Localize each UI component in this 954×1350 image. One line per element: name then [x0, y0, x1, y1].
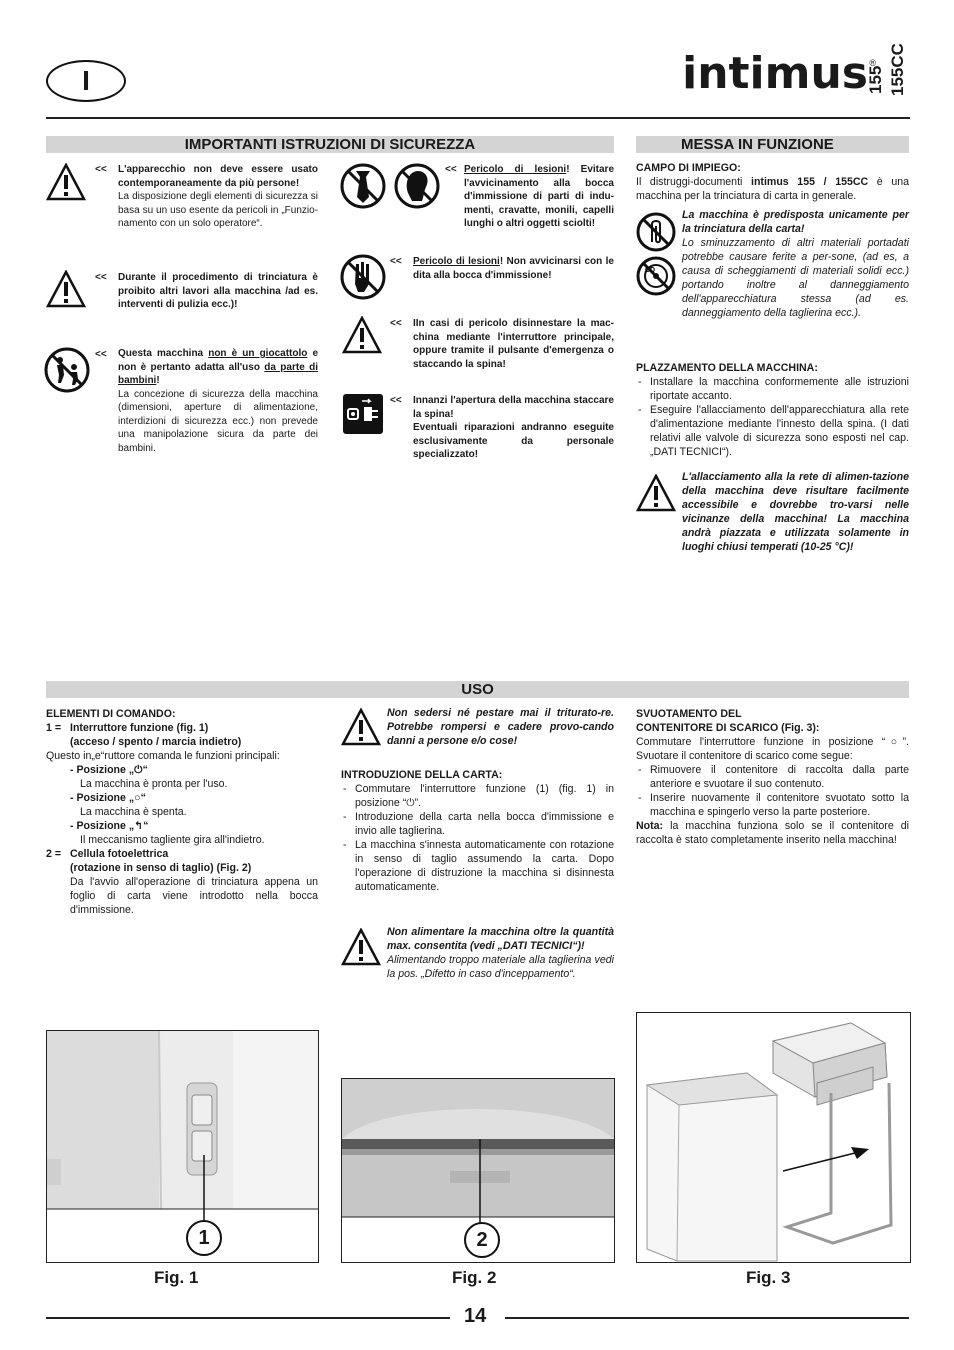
pos2-label: - Posizione „ — [70, 792, 135, 804]
warning-triangle-icon — [342, 316, 382, 354]
pred-block — [682, 208, 909, 320]
campo-b: intimus 155 / 155CC — [751, 176, 869, 188]
warning-triangle-icon — [46, 270, 86, 308]
uso-warning-2 — [387, 925, 614, 981]
safety-title: IMPORTANTI ISTRUZIONI DI SICUREZZA — [46, 136, 614, 153]
messa-warning: L'allacciamento alla la rete di alimen-tazione della macchina deve risultare facilmente accessibile e dovrebbe tro-varsi nelle vicinanze della macchina! La macchina andrà piazzata e utilizzata solamente in luoghi chiusi temperati (10-25 °C)! — [682, 471, 909, 553]
safety-b3-text: La concezione di sicurezza della macchina (dimensioni, aperture di alimentazione, interdizioni di sicurezza ecc.) non prevede una manipolazione sicura da parte dei bambini. — [118, 388, 318, 454]
pred-text: Lo sminuzzamento di altri materiali portadati potrebbe causare ferite a per-sone, (ad es, a causa di scheggiamenti di materiali solidi ecc.) portando inoltre al danneggiamento dell'apparecchiatura stessa (ad es. danneggiamento della taglierina ecc.). — [682, 237, 909, 319]
campo-title: CAMPO DI IMPIEGO: — [636, 162, 741, 174]
safety-b7-text2: Eventuali riparazioni andranno eseguite esclusivamente da personale specializzato! — [413, 422, 614, 460]
intro-item-3: - La macchina s'innesta automaticamente con rotazione in senso di taglio assumendo la carta. Dopo l'operazione di distruzione la macchina si disinnesta automaticamente. — [341, 838, 614, 894]
model-numbers — [866, 43, 910, 96]
safety-block-3 — [118, 347, 318, 455]
piazz-title: PLAZZAMENTO DELLA MACCHINA: — [636, 362, 818, 374]
safety-b3-c: ! — [156, 375, 160, 386]
safety-b1-bold: L'apparecchio non deve essere usato contemporaneamente da più persone! — [118, 164, 318, 189]
safety-b4-text: ! Evitare l'avvicinamento alla bocca d'immissione di parti di indu-menti, cravatte, monili, capelli lunghi o altri oggetti sciolti! — [464, 164, 614, 229]
svuot-a: Commutare l'interruttore funzione in posizione “ — [636, 736, 886, 748]
reverse-icon: ↰ — [134, 820, 144, 832]
no-long-hair-icon — [394, 163, 440, 209]
figure-2-caption: Fig. 2 — [452, 1268, 497, 1287]
pos1-close: “ — [142, 764, 148, 776]
safety-b4-u: Pericolo di lesioni — [464, 164, 567, 175]
campo-c: è una macchina per la trinciatura di carta in generale. — [636, 176, 909, 202]
language-code: I — [82, 65, 90, 96]
chevron-7: << — [390, 395, 402, 406]
pos1-text: La macchina è pronta per l'uso. — [80, 778, 228, 790]
pos2-close: “ — [140, 792, 146, 804]
e2-c: Da l'avvio all'operazione di trinciatura appena un foglio di carta viene introdotto nella bocca d'immissione. — [70, 876, 318, 916]
model-155cc: 155CC — [888, 43, 907, 96]
e2-a: Cellula fotoelettrica — [70, 848, 169, 860]
brand-logo: intimus — [682, 48, 868, 99]
elementi-block — [46, 707, 318, 917]
figure-2 — [341, 1078, 615, 1263]
e2-num: 2 = — [46, 848, 62, 860]
figure-3 — [636, 1012, 911, 1263]
uso-warning-1: Non sedersi né pestare mai il trituratо-re. Potrebbe rompersi e cadere provo-cando danni a persone e/o cose! — [387, 707, 614, 747]
intro-1a: Commutare l'interruttore funzione (1) (fig. 1) in posizione “ — [355, 783, 614, 809]
header-rule — [46, 117, 910, 119]
registered-mark: ® — [869, 58, 876, 68]
chevron-3: << — [95, 349, 107, 360]
safety-b3-u2: da parte di bambini — [118, 361, 318, 386]
warning-triangle-icon — [46, 163, 86, 201]
figure-3-illustration — [637, 1013, 910, 1262]
figure-1-caption: Fig. 1 — [154, 1268, 199, 1287]
svuot-title2: CONTENITORE DI SCARICO (Fig. 3): — [636, 722, 820, 734]
safety-b5-u: Pericolo di lesioni — [413, 256, 500, 267]
unplug-icon — [342, 393, 384, 435]
pred-bold: La macchina è predisposta unicamente per la trinciatura della carta! — [682, 209, 909, 235]
safety-block-1 — [118, 163, 318, 231]
callout-1: 1 — [186, 1220, 222, 1256]
safety-b2: Durante il procedimento di trinciatura è proibito altri lavori alla macchina /ad es. interventi di pulizia ecc.)! — [118, 272, 318, 310]
piazz-item-2: - Eseguire l'allacciamento dell'apparecchiatura alla rete d'alimentazione mediante l'innesto della spina. (I dati relativi alle valvole di sicurezza sono esposti nel cap. „DATI TECNICI“). — [636, 403, 909, 459]
warning-triangle-icon — [636, 474, 676, 512]
intro-block — [341, 768, 614, 894]
piazz-item-1: - Installare la macchina conformemente alle istruzioni riportate accanto. — [636, 375, 909, 403]
chevron-1: << — [95, 164, 107, 175]
no-fingers-icon — [340, 254, 386, 300]
uso-title: USO — [46, 681, 909, 698]
cd-label: CD — [645, 267, 656, 274]
e1-b: (acceso / spento / marcia indietro) — [70, 736, 242, 748]
e1-num: 1 = — [46, 722, 62, 734]
figure-3-caption: Fig. 3 — [746, 1268, 791, 1287]
intro-item-2: - Introduzione della carta nella bocca d'immissione e invio alle taglierina. — [341, 810, 614, 838]
e1-a: Interruttore funzione (fig. 1) — [70, 722, 209, 734]
svuot-title1: SVUOTAMENTO DEL — [636, 708, 742, 720]
nota-label: Nota: — [636, 820, 664, 832]
svuot-b: ”. Svuotare il contenitore di scarico come segue: — [636, 736, 909, 762]
power-off-icon: ○ — [134, 792, 141, 804]
page-number: 14 — [464, 1305, 487, 1327]
pos3-label: - Posizione „ — [70, 820, 135, 832]
pos1-label: - Posizione „ — [70, 764, 135, 776]
footer-rule-right — [505, 1317, 909, 1319]
e1-c: Questo in„e“ruttore comanda le funzioni principali: — [46, 750, 280, 762]
pos3-text: Il meccanismo tagliente gira all'indietro. — [80, 834, 265, 846]
safety-b5-text: ! Non avvicinarsi con le dita alla bocca d'immissione! — [413, 256, 614, 281]
safety-b3-a: Questa macchina — [118, 348, 209, 359]
safety-block-4 — [464, 163, 614, 231]
safety-b3-u1: non è un giocattolo — [208, 348, 308, 359]
warning-triangle-icon — [341, 708, 381, 746]
chevron-4: << — [445, 164, 457, 175]
footer-rule-left — [46, 1317, 450, 1319]
safety-b3-b: e non è pertanto adatta all'uso — [118, 348, 319, 373]
chevron-5: << — [390, 256, 402, 267]
pos3-close: “ — [143, 820, 149, 832]
power-off-icon: ○ — [885, 736, 903, 748]
svuot-item-2: - Inserire nuovamente il contenitore svuotato sotto la macchina e spingerlo verso la parte posteriore. — [636, 791, 909, 819]
power-on-icon: ⏻ — [134, 764, 143, 776]
model-155: 155 — [866, 65, 885, 94]
callout-2: 2 — [464, 1222, 500, 1258]
safety-block-7 — [413, 394, 614, 462]
e2-b: (rotazione in senso di taglio) (Fig. 2) — [70, 862, 252, 874]
language-badge — [46, 60, 126, 102]
figure-1 — [46, 1030, 319, 1263]
piazz-block — [636, 361, 909, 459]
chevron-2: << — [95, 272, 107, 283]
warn2-bold: Non alimentare la macchina oltre la quantità max. consentita (vedi „DATI TECNICI“)! — [387, 926, 614, 952]
nota-text: la macchina funziona solo se il contenitore di raccolta è stato completamente inserito nella macchina! — [636, 820, 909, 846]
pos2-text: La macchina è spenta. — [80, 806, 187, 818]
warning-triangle-icon — [341, 928, 381, 966]
chevron-6: << — [390, 318, 402, 329]
no-paperclip-icon — [636, 212, 676, 252]
power-on-icon: ⏻ — [406, 797, 415, 809]
no-tie-icon — [340, 163, 386, 209]
no-cd-icon — [636, 256, 676, 296]
svuot-item-1: - Rimuovere il contenitore di raccolta dalla parte anteriore e svuotare il suo contenuto. — [636, 763, 909, 791]
messa-title: MESSA IN FUNZIONE — [636, 136, 909, 153]
safety-b1-text: La disposizione degli elementi di sicurezza si basa su un uso esente da pericoli in „Funzio-namento con un solo operatore“. — [118, 191, 318, 229]
messa-block — [636, 161, 909, 203]
elem-title: ELEMENTI DI COMANDO: — [46, 708, 176, 720]
warn2-text: Alimentando troppo materiale alla taglierina vedi la pos. „Difetto in caso d'inceppamento“. — [387, 954, 614, 980]
intro-1b: ”. — [414, 797, 422, 809]
no-children-icon — [44, 347, 90, 393]
svuot-block — [636, 707, 909, 847]
safety-block-5 — [413, 255, 614, 282]
figure-1-illustration — [47, 1031, 318, 1262]
intro-title: INTRODUZIONE DELLA CARTA: — [341, 769, 503, 781]
safety-b6: IIn casi di pericolo disinnestare la mac-china mediante l'interruttore principale, oppure tramite il pulsante d'emergenza o staccando la spina! — [413, 318, 614, 370]
campo-a: Il distruggi-documenti — [636, 176, 752, 188]
safety-b7-text: Innanzi l'apertura della macchina staccare la spina! — [413, 395, 614, 420]
